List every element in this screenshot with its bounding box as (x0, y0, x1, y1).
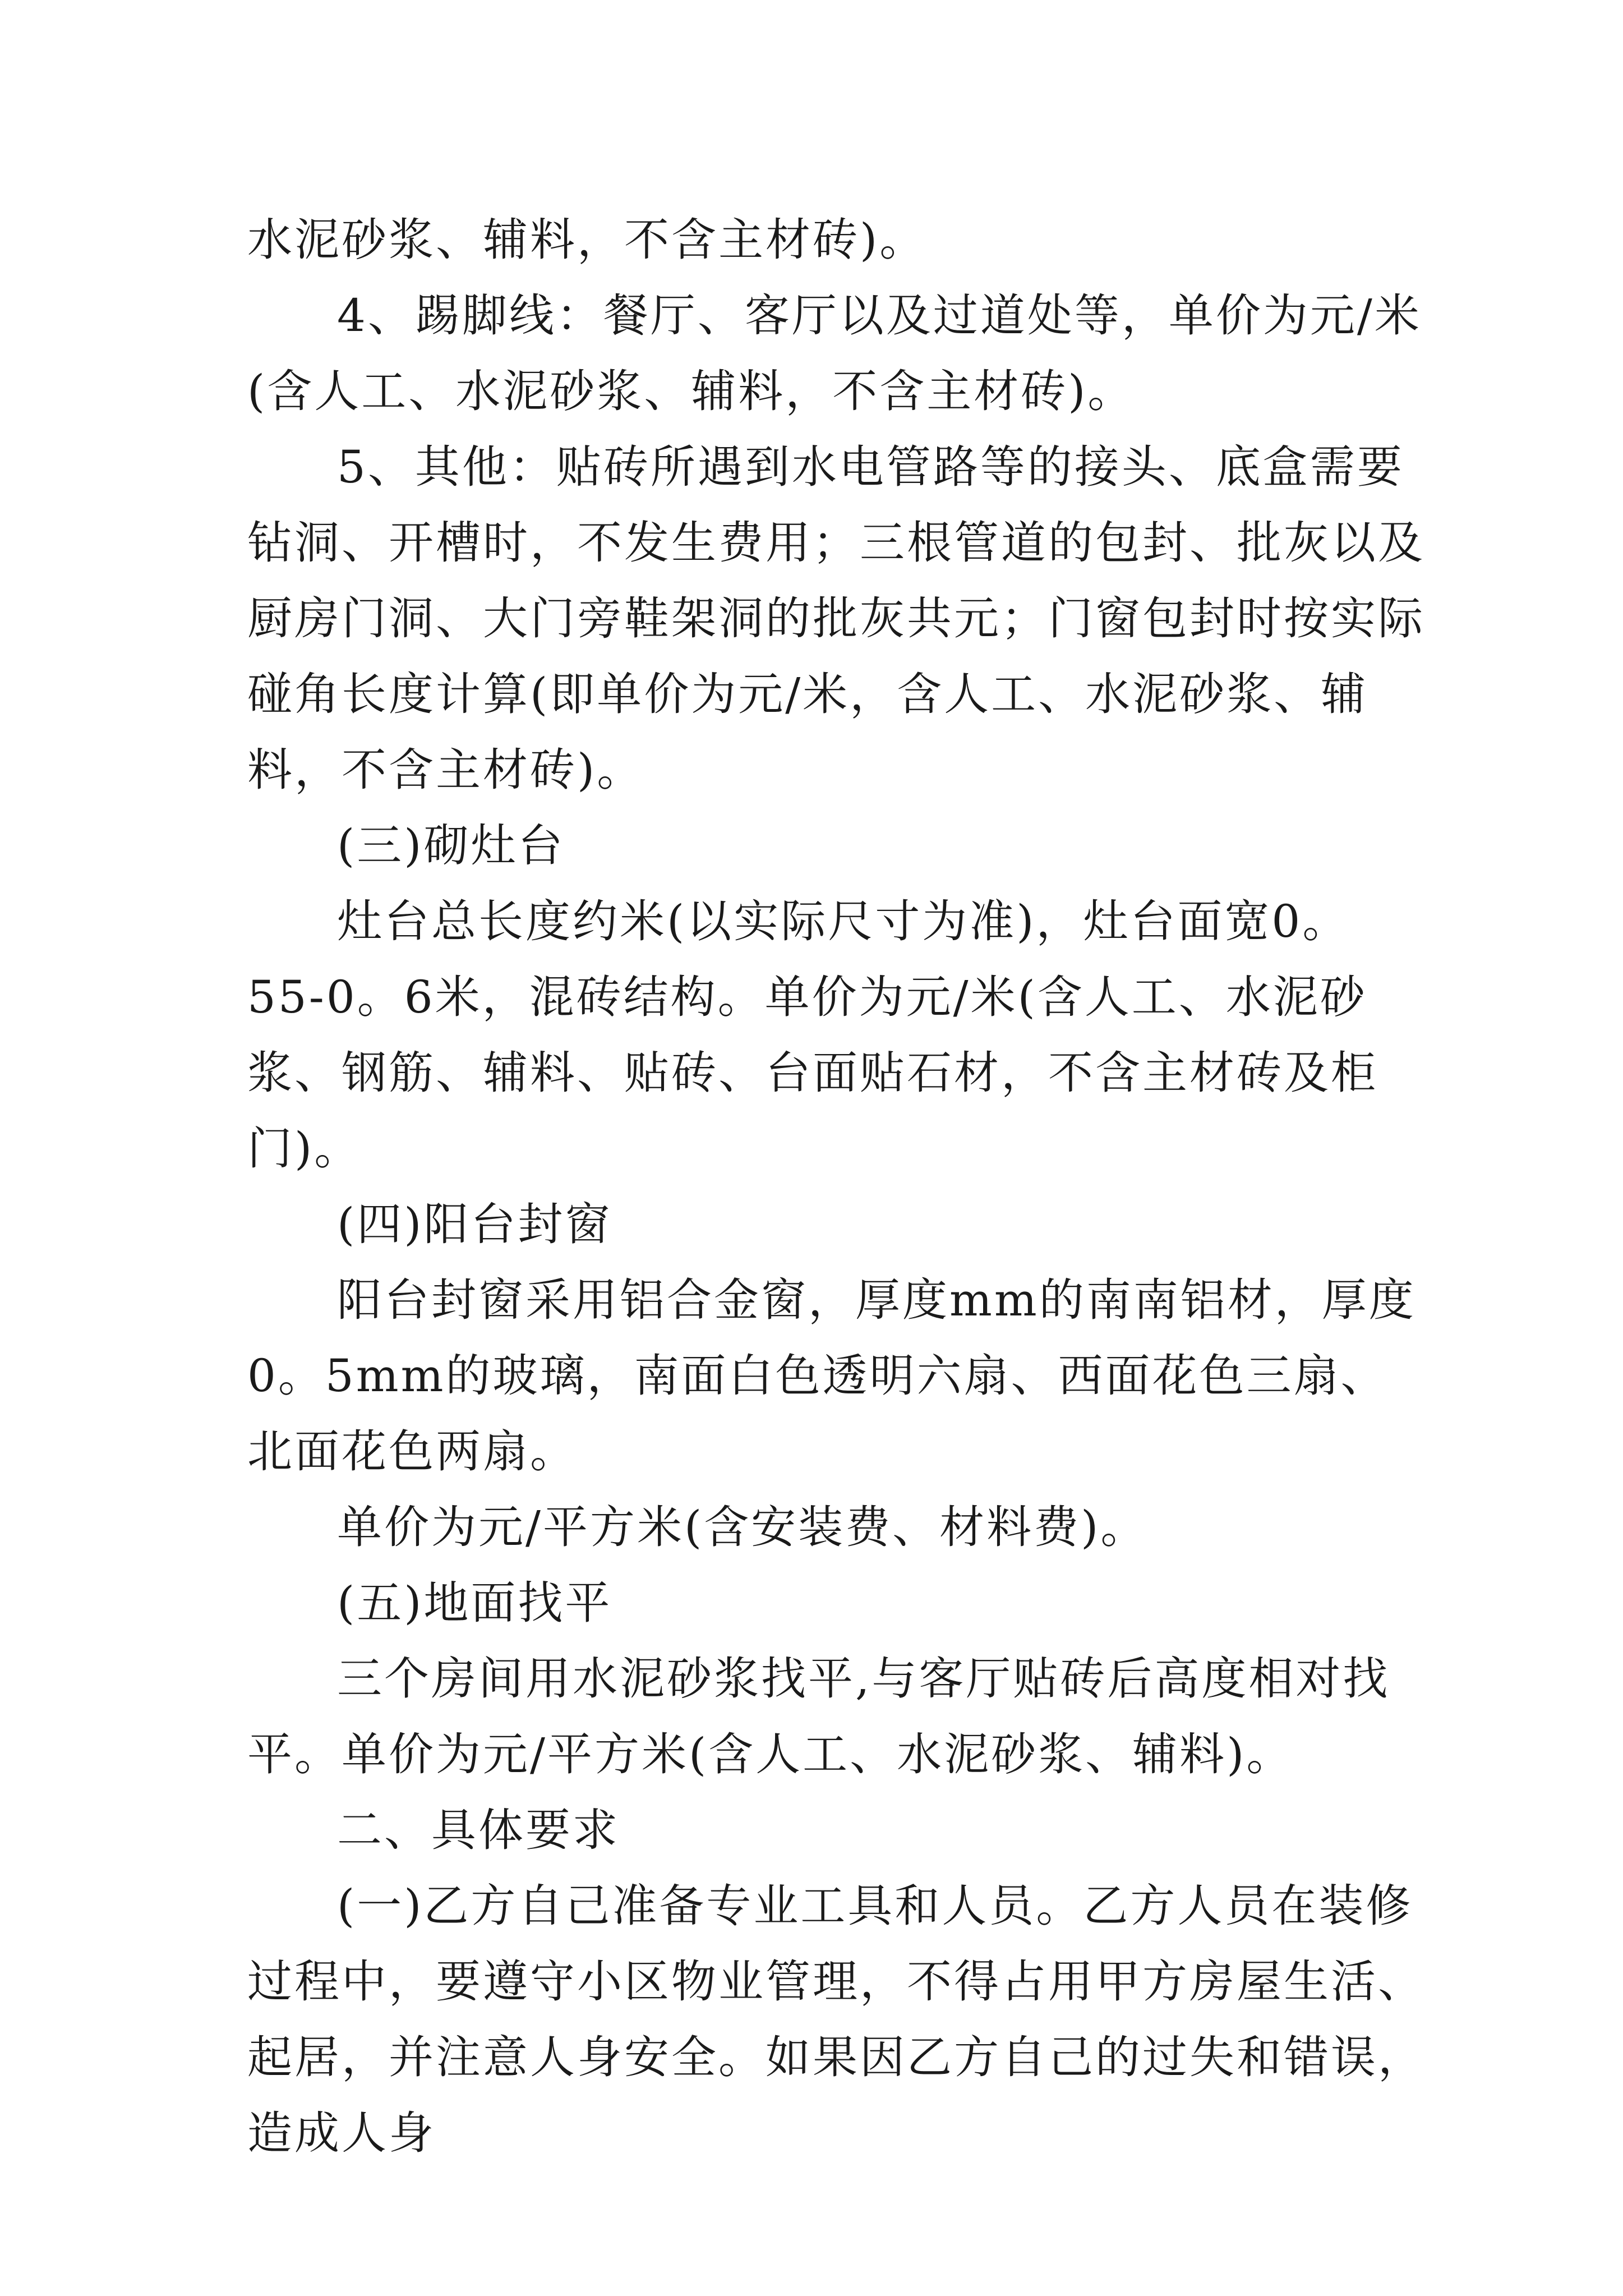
paragraph: 阳台封窗采用铝合金窗，厚度mm的南南铝材，厚度0。5mm的玻璃，南面白色透明六扇、西面花色三扇、北面花色两扇。 (247, 1274, 1416, 1478)
paragraph: 4、踢脚线：餐厅、客厅以及过道处等，单价为元/米(含人工、水泥砂浆、辅料，不含主材砖)。 (247, 289, 1422, 417)
paragraph: 5、其他：贴砖所遇到水电管路等的接头、底盒需要钻洞、开槽时，不发生费用；三根管道的包封、批灰以及厨房门洞、大门旁鞋架洞的批灰共元；门窗包封时按实际碰角长度计算(即单价为元/米，含人工、水泥砂浆、辅料，不含主材砖)。 (247, 441, 1425, 796)
section-heading: (三)砌灶台 (337, 820, 565, 872)
section-heading: (四)阳台封窗 (337, 1198, 612, 1250)
paragraph: 三个房间用水泥砂浆找平,与客厅贴砖后高度相对找平。单价为元/平方米(含人工、水泥砂浆、辅料)。 (247, 1653, 1390, 1780)
section-heading: 二、具体要求 (337, 1804, 620, 1856)
document-body (247, 202, 1425, 2171)
paragraph: 单价为元/平方米(含安装费、材料费)。 (337, 1501, 1148, 1553)
paragraph: 灶台总长度约米(以实际尺寸为准)，灶台面宽0。55-0。6米，混砖结构。单价为元/米(含人工、水泥砂浆、钢筋、辅料、贴砖、台面贴石材，不含主材砖及柜门)。 (247, 895, 1378, 1175)
paragraph: (一)乙方自己准备专业工具和人员。乙方人员在装修过程中，要遵守小区物业管理，不得占用甲方房屋生活、起居，并注意人身安全。如果因乙方自己的过失和错误，造成人身 (247, 1880, 1425, 2159)
paragraph: 水泥砂浆、辅料，不含主材砖)。 (247, 214, 927, 266)
section-heading: (五)地面找平 (337, 1577, 612, 1629)
